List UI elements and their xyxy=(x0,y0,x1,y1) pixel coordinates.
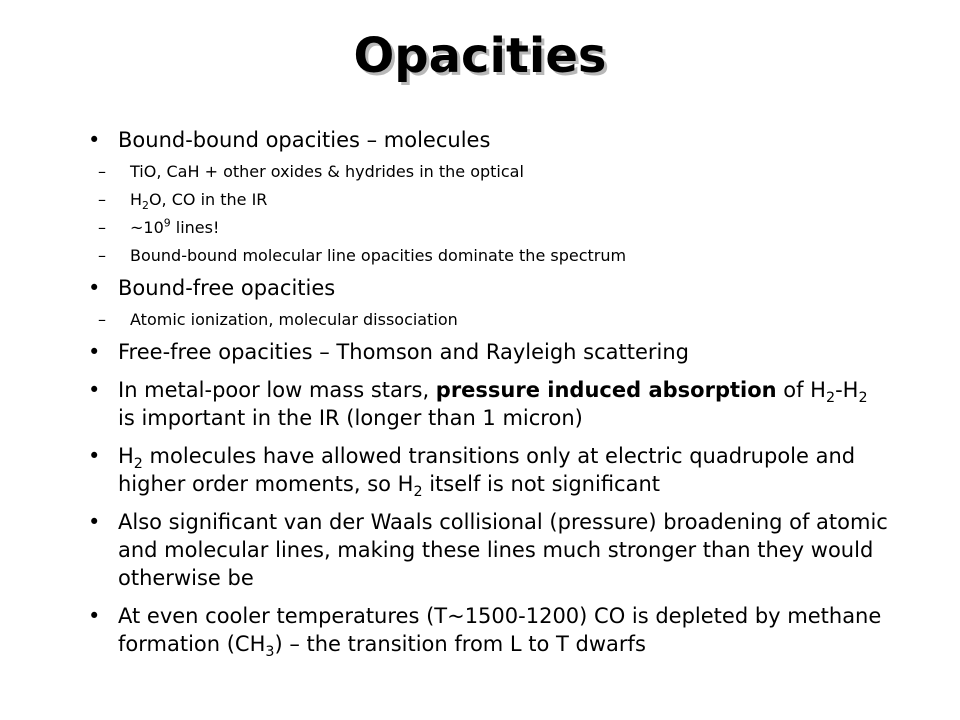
bullet-h2-molecules xyxy=(88,442,888,501)
bullet-marker: • xyxy=(88,510,101,534)
bullet-text: Bound-bound opacities – molecules xyxy=(118,128,491,152)
bullet-text: In metal-poor low mass stars, pressure induced absorption of $H_2-H_2$ is important in the IR (longer than 1 micron) xyxy=(118,378,868,430)
bullet-text: Free-free opacities – Thomson and Rayleigh scattering xyxy=(118,340,690,364)
bullet-text: At even cooler temperatures (T~1500-1200) CO is depleted by methane formation $(CH_3)$ – the transition from L to T dwarfs xyxy=(118,604,882,661)
bullet-bound-bound xyxy=(88,126,888,154)
bullet-marker: • xyxy=(88,128,101,152)
sub-bullet-text: Atomic ionization, molecular dissociation xyxy=(130,310,458,329)
bullet-pressure-induced xyxy=(88,376,888,432)
sub-list-bound-bound xyxy=(88,162,888,266)
sub-bullet-line-count xyxy=(88,218,888,238)
sub-bullet-text: TiO, CaH + other oxides & hydrides in the optical xyxy=(130,162,524,181)
dash-marker: – xyxy=(98,190,106,209)
bullet-marker: • xyxy=(88,604,101,628)
dash-marker: – xyxy=(98,162,106,181)
sub-bullet-ionization xyxy=(88,310,888,330)
bullet-free-free xyxy=(88,338,888,366)
slide-body xyxy=(88,126,888,668)
bullet-cooler-temperatures xyxy=(88,602,888,661)
sub-bullet-text: $H_2O$, CO in the IR xyxy=(130,190,268,213)
sub-bullet-water-co xyxy=(88,190,888,213)
bullet-van-der-waals xyxy=(88,508,888,592)
bullet-marker: • xyxy=(88,444,101,468)
bullet-text: Also significant van der Waals collisional (pressure) broadening of atomic and molecular lines, making these lines much stronger than they would otherwise be xyxy=(118,510,888,590)
bullet-marker: • xyxy=(88,378,101,402)
bullet-text: Bound-free opacities xyxy=(118,276,336,300)
bullet-marker: • xyxy=(88,276,101,300)
sub-list-bound-free xyxy=(88,310,888,330)
dash-marker: – xyxy=(98,310,106,329)
sub-bullet-oxides xyxy=(88,162,888,182)
slide-title: Opacities xyxy=(353,28,607,84)
bullet-text: $H_2$ molecules have allowed transitions only at electric quadrupole and higher order moments, so $H_2$ itself is not significant xyxy=(118,444,856,501)
sub-bullet-dominate xyxy=(88,246,888,266)
sub-bullet-text: $\sim 10^9$ lines! xyxy=(130,216,220,237)
dash-marker: – xyxy=(98,246,106,265)
bullet-bound-free xyxy=(88,274,888,302)
sub-bullet-text: Bound-bound molecular line opacities dominate the spectrum xyxy=(130,246,627,265)
bullet-marker: • xyxy=(88,340,101,364)
dash-marker: – xyxy=(98,218,106,237)
emphasis-text: pressure induced absorption xyxy=(435,378,777,402)
